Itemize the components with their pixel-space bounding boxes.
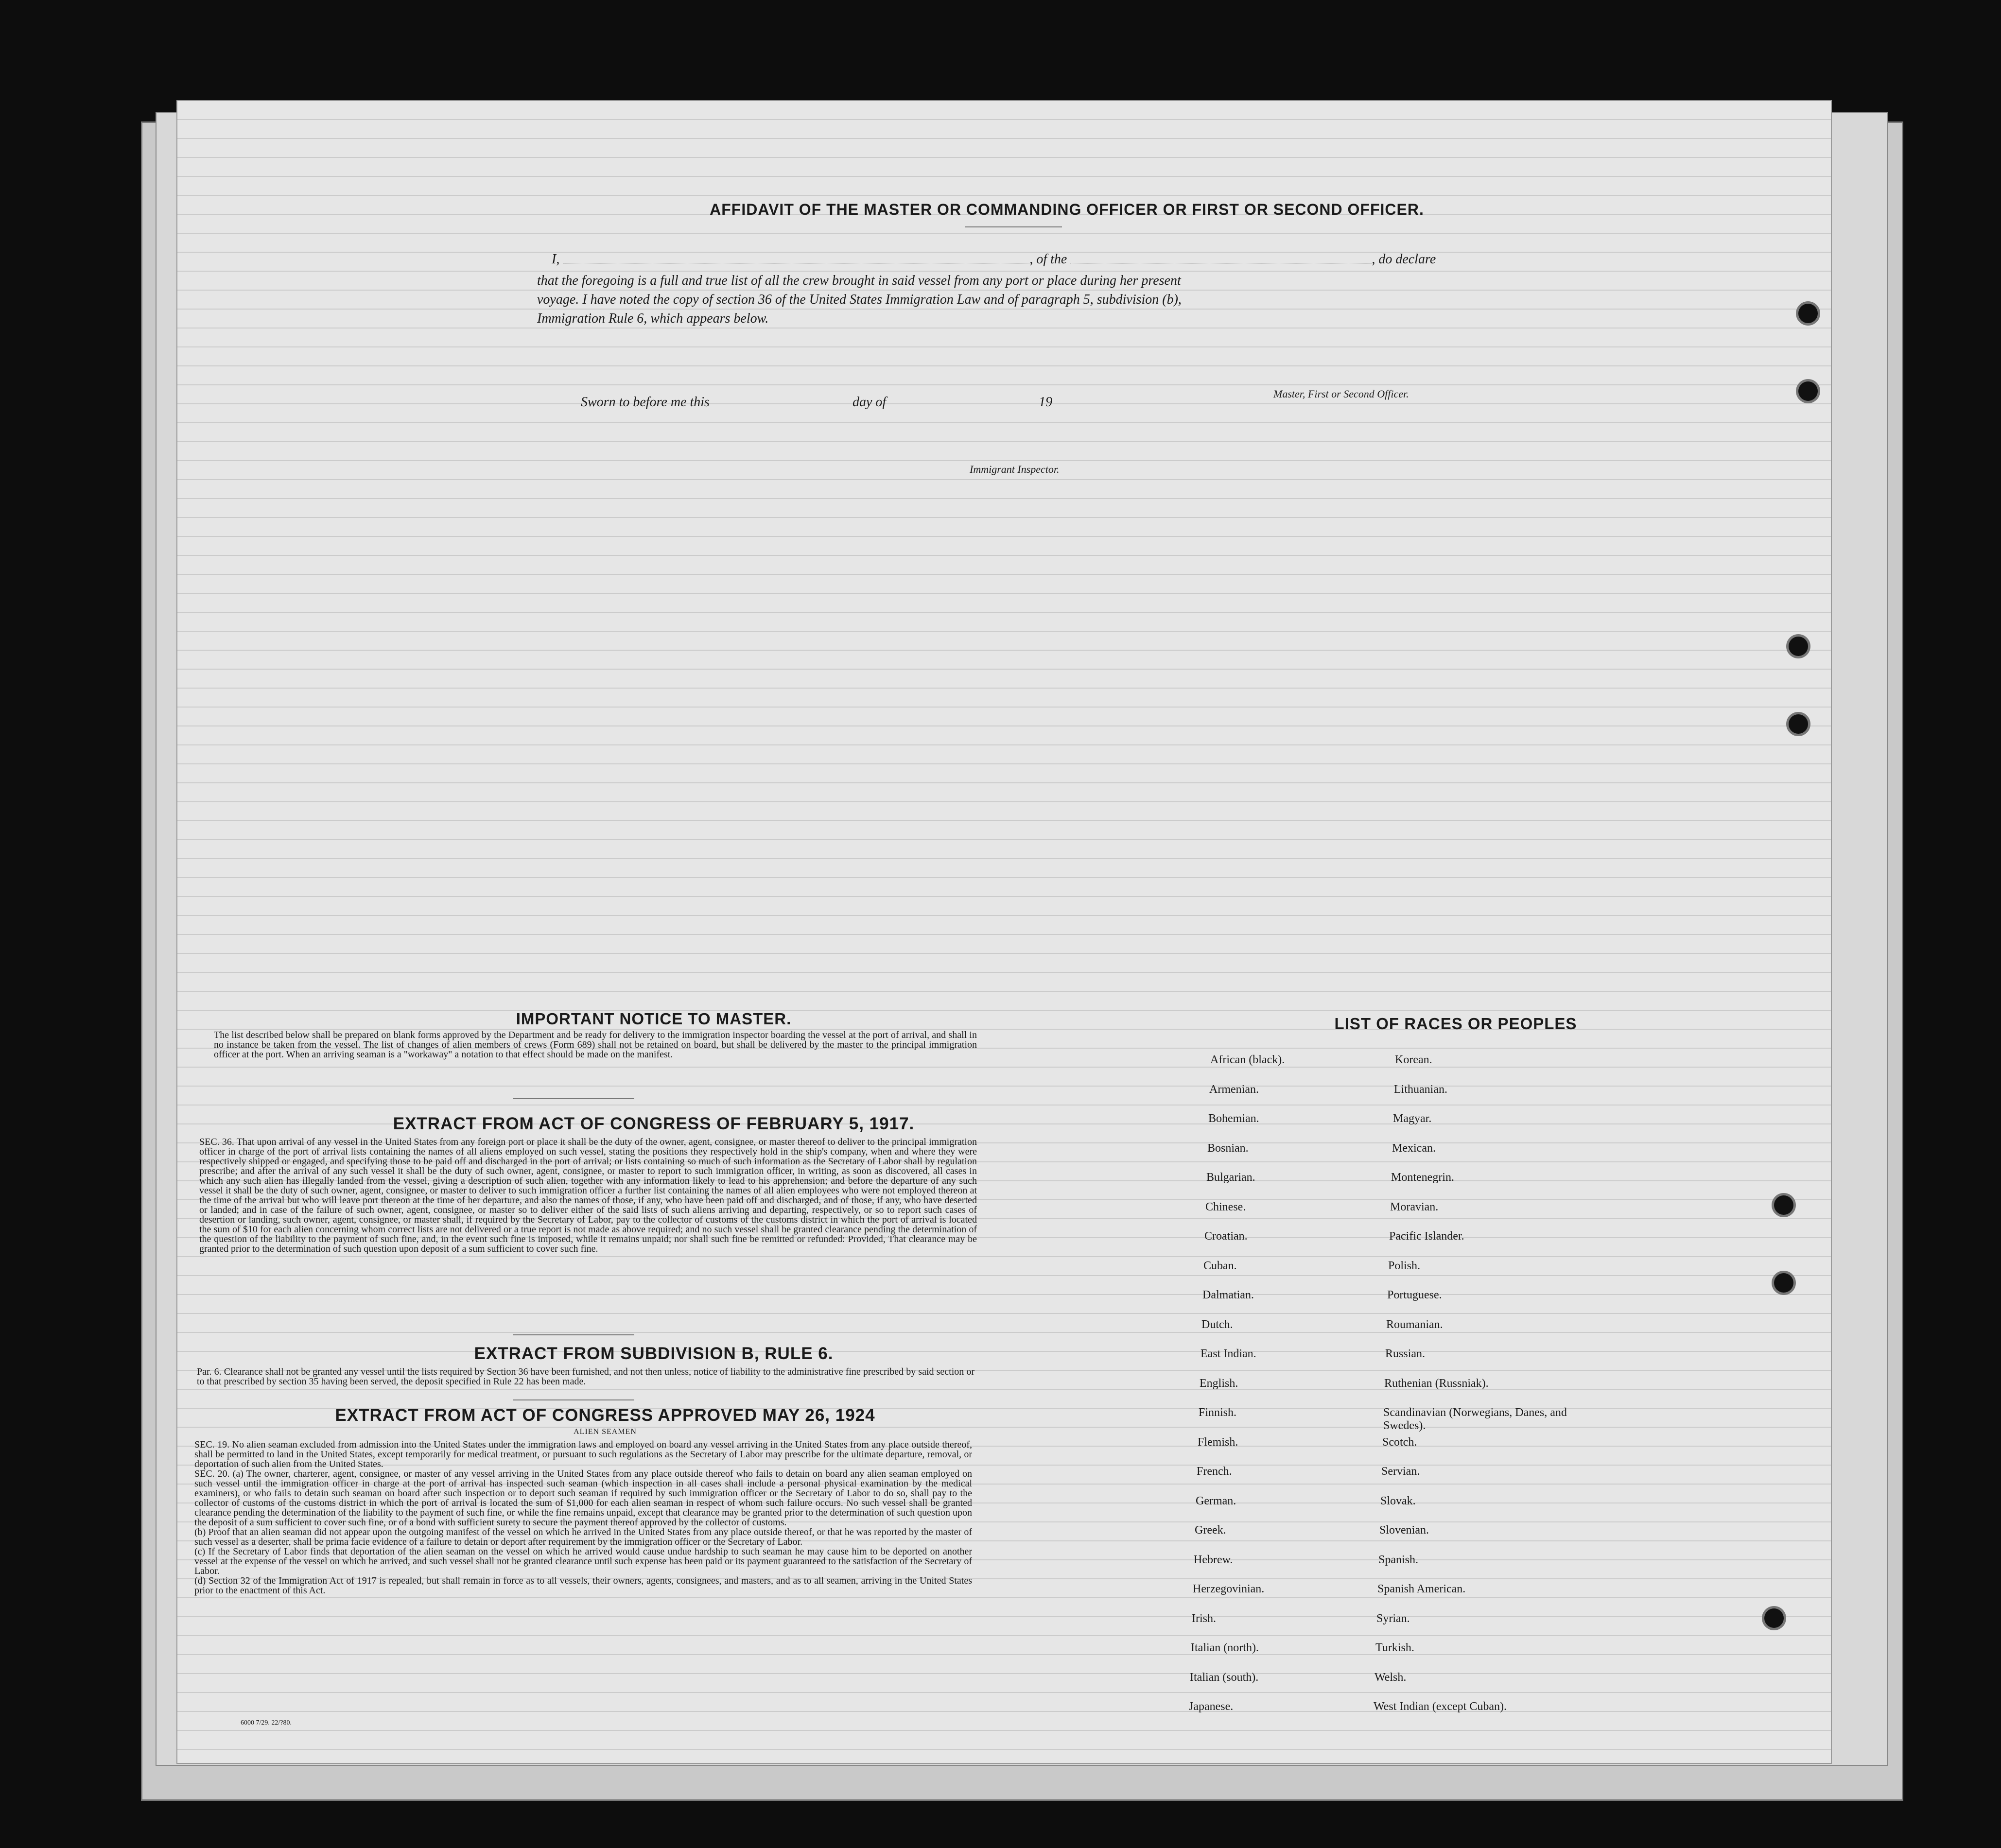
race-item: Moravian.	[1390, 1200, 1439, 1213]
race-item: Lithuanian.	[1394, 1083, 1447, 1096]
race-item: Croatian.	[1204, 1230, 1248, 1243]
divider	[513, 1334, 634, 1335]
race-item: Syrian.	[1376, 1612, 1410, 1625]
sec20b-paragraph: (b) Proof that an alien seaman did not appear upon the outgoing manifest of the vessel on which he arrived in the United States from any place outside thereof, or that he was reported by the master of such vessel as a deserter, shall be prima facie evidence of a failure to detain or deport after requirement by the immigration officer or the Secretary of Labor.	[194, 1527, 972, 1547]
punch-hole	[1774, 1195, 1793, 1215]
extract1924-subtitle: ALIEN SEAMEN	[574, 1428, 637, 1436]
divider	[513, 1399, 634, 1400]
race-item: Magyar.	[1393, 1112, 1432, 1125]
race-item: Hebrew.	[1194, 1553, 1233, 1566]
race-item: Scotch.	[1382, 1435, 1417, 1449]
race-item: Mexican.	[1392, 1141, 1436, 1155]
affidavit-do-declare: , do declare	[1372, 252, 1436, 267]
inspector-label: Immigrant Inspector.	[970, 463, 1060, 475]
race-item: Polish.	[1388, 1259, 1421, 1272]
affidavit-line2: that the foregoing is a full and true list of all the crew brought in said vessel from any port or place during her present	[537, 273, 1181, 288]
master-label: Master, First or Second Officer.	[1273, 388, 1409, 400]
race-item: Scandinavian (Norwegians, Danes, and Swedes).	[1383, 1406, 1567, 1432]
race-item: Irish.	[1192, 1612, 1216, 1625]
form-number: 6000 7/29. 22/?80.	[241, 1719, 292, 1727]
race-item: Italian (south).	[1190, 1671, 1259, 1684]
race-item: Spanish.	[1378, 1553, 1419, 1566]
race-item: East Indian.	[1201, 1347, 1256, 1360]
manifest-page	[177, 101, 1831, 1763]
punch-hole	[1798, 304, 1818, 323]
race-item: Montenegrin.	[1391, 1171, 1454, 1184]
races-title: LIST OF RACES OR PEOPLES	[1334, 1015, 1577, 1033]
affidavit-title: AFFIDAVIT OF THE MASTER OR COMMANDING OFFICER OR FIRST OR SECOND OFFICER.	[710, 201, 1424, 218]
race-item: Korean.	[1395, 1054, 1432, 1066]
race-item: Slovenian.	[1379, 1524, 1429, 1537]
extract1917-title: EXTRACT FROM ACT OF CONGRESS OF FEBRUARY 5, 1917.	[393, 1114, 915, 1133]
divider	[513, 1098, 634, 1099]
punch-hole	[1798, 381, 1818, 401]
race-item: Bosnian.	[1207, 1141, 1249, 1155]
affidavit-line4: Immigration Rule 6, which appears below.	[537, 311, 769, 326]
punch-hole	[1789, 637, 1808, 656]
race-item: English.	[1200, 1377, 1238, 1390]
sec20a-paragraph: SEC. 20. (a) The owner, charterer, agent, consignee, or master of any vessel arriving in the United States from any place outside thereof who fails to detain on board any alien seaman employed on such vessel until the immigration officer in charge at the port of arrival has inspected such seaman (which inspection in all cases shall include a personal physical examination by the medical examiners), or who fails to detain such seaman on board after such inspection or to deport such seaman if required by such immigration officer or the Secretary of Labor to do so, shall pay to the collector of customs of the customs district in which the port of arrival is located the sum of $1,000 for each alien seaman in respect of whom such failure occurs. No such vessel shall be granted clearance pending the determination of the liability to the payment of such fine, or while the fine remains unpaid, except that clearance may be granted prior to the determination of such question upon the deposit of a sum sufficient to cover such fine, or of a bond with sufficient surety to secure the payment thereof approved by the collector of customs.	[194, 1468, 972, 1528]
race-item: Spanish American.	[1377, 1583, 1466, 1595]
notice-text: The list described below shall be prepared on blank forms approved by the Department and be ready for delivery to the immigration inspector boarding the vessel at the port of arrival, and shall in no instance be taken from the vessel. The list of changes of alien members of crews (Form 689) shall not be retained on board, but shall be delivered by the master to the principal immigration officer at the port. When an arriving seaman is a "workaway" a notation to that effect should be made on the manifest.	[214, 1030, 977, 1060]
sec19-paragraph: SEC. 19. No alien seaman excluded from admission into the United States under the immigration laws and employed on board any vessel arriving in the United States from any place outside thereof, shall be permitted to land in the United States, except temporarily for medical treatment, or pursuant to such regulations as the Secretary of Labor may prescribe for the ultimate departure, removal, or deportation of such alien from the United States.	[194, 1439, 972, 1469]
race-item: Slovak.	[1380, 1494, 1416, 1507]
punch-hole	[1774, 1273, 1793, 1293]
race-item: Portuguese.	[1387, 1289, 1442, 1301]
affidavit-of-the: , of the	[1029, 252, 1067, 267]
race-item: Turkish.	[1375, 1641, 1414, 1654]
race-item: Roumanian.	[1386, 1318, 1443, 1331]
rule6-text: Par. 6. Clearance shall not be granted any vessel until the lists required by Section 36 have been furnished, and not then unless, notice of liability to the administrative fine prescribed by said section or to that prescribed by section 35 having been served, the deposit specified in Rule 22 has been made.	[197, 1366, 974, 1387]
punch-hole	[1764, 1608, 1784, 1628]
race-item: Flemish.	[1198, 1435, 1238, 1449]
race-item: Russian.	[1385, 1347, 1426, 1360]
race-item: African (black).	[1210, 1054, 1285, 1066]
sworn-day-label: day of	[852, 395, 887, 410]
race-item: German.	[1196, 1494, 1236, 1507]
race-item: West Indian (except Cuban).	[1374, 1700, 1507, 1713]
affidavit-i: I,	[552, 252, 560, 267]
race-item: Bulgarian.	[1206, 1171, 1255, 1184]
sec20d-paragraph: (d) Section 32 of the Immigration Act of 1917 is repealed, but shall remain in force as to all vessels, their owners, agents, consignees, and masters, and as to all seamen, arriving in the United States prior to the enactment of this Act.	[194, 1575, 972, 1596]
extract1917-text: SEC. 36. That upon arrival of any vessel in the United States from any foreign port or place it shall be the duty of the owner, agent, consignee, or master thereof to deliver to the principal immigration officer in charge of the port of arrival lists containing the names of all aliens employed on such vessel, stating the positions they respectively hold in the ship's company, when and where they were respectively shipped or engaged, and specifying those to be paid off and discharged in the port of arrival; or lists containing so much of such information as the Secretary of Labor shall by regulation prescribe; and after the arrival of any such vessel it shall be the duty of such owner, agent, consignee, or master to report to such immigration officer, in writing, as soon as discovered, all cases in which any such alien has illegally landed from the vessel, giving a description of such alien, together with any information likely to lead to his apprehension; and before the departure of any such vessel it shall be the duty of such owner, agent, consignee, or master to deliver to such immigration officer a further list containing the names of all alien employees who were not employed thereon at the time of the arrival but who will leave port thereon at the time of her departure, and also the names of those, if any, who have been paid off and discharged, and of those, if any, who have deserted or landed; and in case of the failure of such owner, agent, consignee, or master so to deliver either of the said lists of such aliens arriving and departing, respectively, or so to report such cases of desertion or landing, such owner, agent, consignee, or master shall, if required by the Secretary of Labor, pay to the collector of customs of the customs district in which the port of arrival is located the sum of $10 for each alien concerning whom correct lists are not delivered or a true report is not made as above required; and no such vessel shall be granted clearance pending the determination of the question of the liability to the payment of such fine, and, in the event such fine is imposed, while it remains unpaid; nor shall such fine be remitted or refunded: Provided, That clearance may be granted prior to the determination of such question upon deposit of a sum sufficient to cover such fine.	[199, 1137, 977, 1254]
race-item: Japanese.	[1189, 1700, 1234, 1713]
race-item: Servian.	[1381, 1465, 1420, 1478]
punch-hole	[1789, 714, 1808, 734]
affidavit-line3: voyage. I have noted the copy of section 36 of the United States Immigration Law and of paragraph 5, subdivision (b),	[537, 292, 1182, 307]
notice-title: IMPORTANT NOTICE TO MASTER.	[516, 1010, 792, 1028]
affidavit-line1	[552, 252, 1670, 267]
race-item: Chinese.	[1205, 1200, 1246, 1213]
sworn-line	[581, 395, 1261, 410]
race-item: Welsh.	[1375, 1671, 1407, 1684]
sworn-year-label: 19	[1039, 395, 1053, 410]
race-item: Cuban.	[1203, 1259, 1237, 1272]
race-item: Herzegovinian.	[1193, 1583, 1265, 1595]
extract1924-body	[194, 1440, 972, 1595]
race-item: Bohemian.	[1208, 1112, 1259, 1125]
race-item: Ruthenian (Russniak).	[1384, 1377, 1489, 1390]
divider	[965, 226, 1062, 227]
sec20c-paragraph: (c) If the Secretary of Labor finds that deportation of the alien seaman on the vessel on which he arrived would cause undue hardship to such seaman he may cause him to be deported on another vessel at the expense of the vessel on which he arrived, and such vessel shall not be granted clearance until such expense has been paid or its payment guaranteed to the satisfaction of the Secretary of Labor.	[194, 1546, 972, 1576]
race-item: Italian (north).	[1191, 1641, 1259, 1654]
race-item: Finnish.	[1199, 1406, 1237, 1419]
race-item: Pacific Islander.	[1389, 1230, 1464, 1243]
rule6-title: EXTRACT FROM SUBDIVISION B, RULE 6.	[474, 1344, 834, 1363]
sworn-label: Sworn to before me this	[581, 395, 710, 410]
race-item: Greek.	[1195, 1524, 1226, 1537]
extract1924-title: EXTRACT FROM ACT OF CONGRESS APPROVED MAY 26, 1924	[335, 1406, 875, 1425]
race-item: Dalmatian.	[1202, 1289, 1254, 1301]
race-item: French.	[1197, 1465, 1232, 1478]
race-item: Armenian.	[1209, 1083, 1259, 1096]
race-item: Dutch.	[1201, 1318, 1233, 1331]
